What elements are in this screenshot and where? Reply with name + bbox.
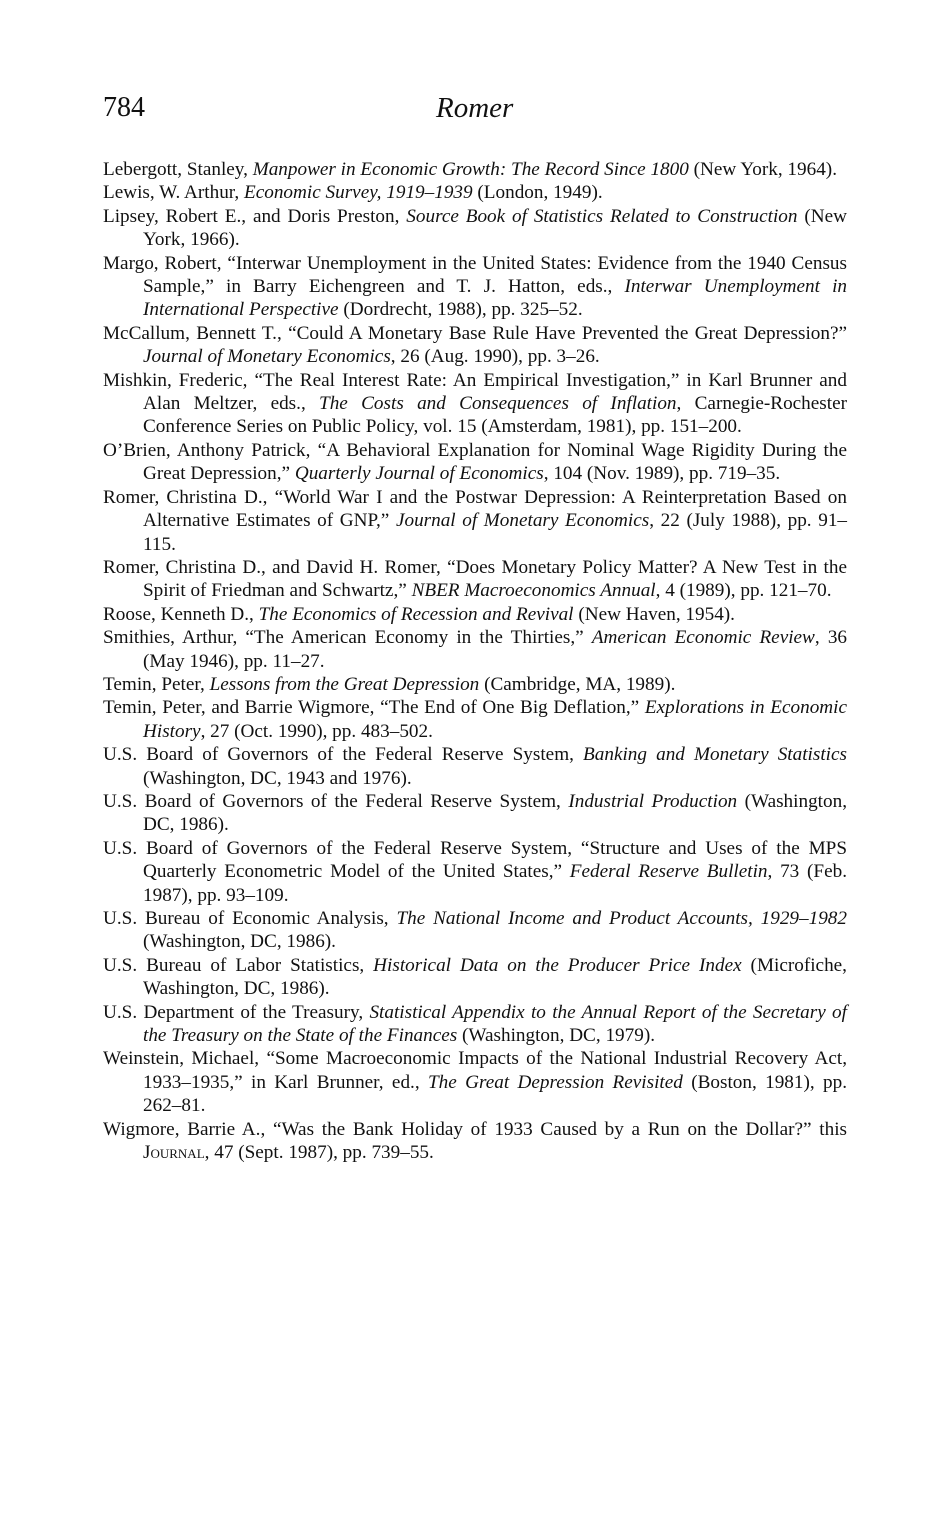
- reference-text: O’Brien, Anthony Patrick, “A Behavioral Explanation for Nominal Wage Rigidity During the Great Depression,”: [103, 439, 847, 485]
- reference-title: Journal of Monetary Economics: [395, 510, 650, 532]
- reference-entry: [103, 486, 847, 556]
- reference-text: (Washington, DC, 1986).: [143, 790, 847, 836]
- reference-title: Interwar Unemployment in International Perspective: [143, 276, 847, 321]
- reference-title: The Great Depression Revisited: [427, 1071, 683, 1093]
- reference-title: Quarterly Journal of Economics: [294, 463, 544, 485]
- reference-text: , 73 (Feb. 1987), pp. 93–109.: [143, 861, 847, 906]
- reference-title: The Costs and Consequences of Inflation: [319, 393, 677, 415]
- reference-text: Lebergott, Stanley,: [103, 159, 253, 180]
- reference-text: Smithies, Arthur, “The American Economy in the Thirties,”: [103, 627, 592, 649]
- reference-entry: [103, 158, 847, 181]
- reference-text: Weinstein, Michael, “Some Macroeconomic Impacts of the National Industrial Recovery Act, 1933–1935,” in Karl Brunner, ed.,: [103, 1048, 847, 1093]
- reference-entry: [103, 743, 847, 790]
- reference-text: , 26 (Aug. 1990), pp. 3–26.: [390, 346, 600, 368]
- reference-entry: [103, 1001, 847, 1048]
- reference-title: Statistical Appendix to the Annual Report of the Secretary of the Treasury on the State of the Finances: [143, 1001, 847, 1047]
- reference-entry: [103, 837, 847, 907]
- reference-text: (Washington, DC, 1979).: [457, 1025, 656, 1047]
- reference-text: Romer, Christina D., “World War I and the Postwar Depression: A Reinterpretation Based on Alternative Estimates of GNP,”: [103, 486, 847, 532]
- reference-text: (Washington, DC, 1986).: [143, 931, 336, 953]
- reference-text: U.S. Board of Governors of the Federal Reserve System,: [103, 744, 584, 766]
- reference-text: Temin, Peter, and Barrie Wigmore, “The End of One Big Deflation,”: [103, 697, 645, 719]
- reference-entry: [103, 322, 847, 369]
- reference-title: Historical Data on the Producer Price Index: [373, 954, 742, 976]
- reference-text: Romer, Christina D., and David H. Romer, “Does Monetary Policy Matter? A New Test in the Spirit of Friedman and Schwartz,”: [103, 556, 847, 602]
- reference-text: (Boston, 1981), pp. 262–81.: [143, 1071, 847, 1117]
- reference-title: Industrial Production: [568, 790, 738, 812]
- reference-text: , 27 (Oct. 1990), pp. 483–502.: [200, 720, 433, 742]
- reference-text: (Microfiche, Washington, DC, 1986).: [143, 954, 847, 1000]
- reference-text: Lipsey, Robert E., and Doris Preston,: [103, 205, 407, 227]
- reference-text: U.S. Bureau of Labor Statistics,: [103, 954, 374, 976]
- reference-text: , 104 (Nov. 1989), pp. 719–35.: [543, 463, 781, 485]
- reference-text: , 47 (Sept. 1987), pp. 739–55.: [204, 1142, 434, 1164]
- reference-text: (Dordrecht, 1988), pp. 325–52.: [338, 299, 583, 321]
- reference-entry: [103, 252, 847, 322]
- reference-entry: [103, 954, 847, 1001]
- reference-entry: [103, 1118, 847, 1165]
- reference-text: , 36 (May 1946), pp. 11–27.: [143, 627, 847, 672]
- reference-title: Economic Survey, 1919–1939: [244, 182, 473, 204]
- reference-text: Wigmore, Barrie A., “Was the Bank Holiday of 1933 Caused by a Run on the Dollar?” this: [103, 1118, 847, 1140]
- reference-entry: [103, 603, 847, 626]
- reference-text: , 22 (July 1988), pp. 91–115.: [143, 510, 848, 555]
- page-header: [103, 88, 847, 128]
- reference-title: Source Book of Statistics Related to Construction: [406, 205, 798, 227]
- reference-entry: [103, 696, 847, 743]
- reference-text: U.S. Board of Governors of the Federal Reserve System,: [103, 790, 569, 812]
- reference-text: McCallum, Bennett T., “Could A Monetary Base Rule Have Prevented the Great Depression?”: [103, 322, 847, 344]
- journal-small-caps: Journal: [143, 1142, 205, 1164]
- reference-text: U.S. Bureau of Economic Analysis,: [103, 908, 397, 929]
- reference-title: Journal of Monetary Economics: [143, 346, 391, 368]
- reference-list: [103, 158, 847, 1164]
- reference-title: The Economics of Recession and Revival: [258, 603, 574, 625]
- reference-entry: [103, 556, 847, 603]
- running-head: Romer: [436, 92, 514, 124]
- reference-entry: [103, 626, 847, 673]
- reference-entry: [103, 1047, 847, 1117]
- reference-title: Manpower in Economic Growth: The Record Since 1800: [252, 159, 689, 180]
- reference-text: (Cambridge, MA, 1989).: [479, 673, 676, 695]
- reference-entry: [103, 205, 847, 252]
- reference-title: Explorations in Economic History: [143, 697, 847, 742]
- reference-title: Banking and Monetary Statistics: [583, 744, 847, 766]
- reference-entry: [103, 369, 847, 439]
- reference-title: NBER Macroeconomics Annual: [411, 580, 656, 602]
- reference-text: (New York, 1964).: [688, 159, 837, 180]
- reference-entry: [103, 181, 847, 204]
- reference-entry: [103, 673, 847, 696]
- reference-entry: [103, 790, 847, 837]
- reference-title: American Economic Review: [591, 627, 815, 649]
- reference-text: Temin, Peter,: [103, 673, 210, 695]
- reference-text: (London, 1949).: [472, 182, 603, 204]
- reference-title: Lessons from the Great Depression: [209, 673, 480, 695]
- reference-text: , Carnegie-Rochester Conference Series on Public Policy, vol. 15 (Amsterdam, 1981), pp. 151–200.: [143, 393, 847, 438]
- reference-text: (New Haven, 1954).: [573, 603, 735, 625]
- page-number: 784: [103, 92, 145, 123]
- reference-text: U.S. Department of the Treasury,: [103, 1001, 370, 1023]
- reference-text: (New York, 1966).: [143, 205, 847, 251]
- reference-text: (Washington, DC, 1943 and 1976).: [143, 767, 412, 789]
- reference-entry: [103, 907, 847, 954]
- reference-text: , 4 (1989), pp. 121–70.: [655, 580, 832, 602]
- reference-entry: [103, 439, 847, 486]
- reference-text: Roose, Kenneth D.,: [103, 603, 259, 625]
- reference-text: Mishkin, Frederic, “The Real Interest Rate: An Empirical Investigation,” in Karl Brunner and Alan Meltzer, eds.,: [103, 369, 847, 415]
- reference-title: The National Income and Product Accounts, 1929–1982: [396, 908, 847, 929]
- reference-text: U.S. Board of Governors of the Federal Reserve System, “Structure and Uses of the MPS Quarterly Econometric Model of the United States,”: [103, 837, 847, 883]
- reference-title: Federal Reserve Bulletin: [569, 861, 768, 883]
- reference-text: Margo, Robert, “Interwar Unemployment in the United States: Evidence from the 1940 Census Sample,” in Barry Eichengreen and T. J. Hatton, eds.,: [103, 252, 847, 298]
- reference-text: Lewis, W. Arthur,: [103, 182, 244, 204]
